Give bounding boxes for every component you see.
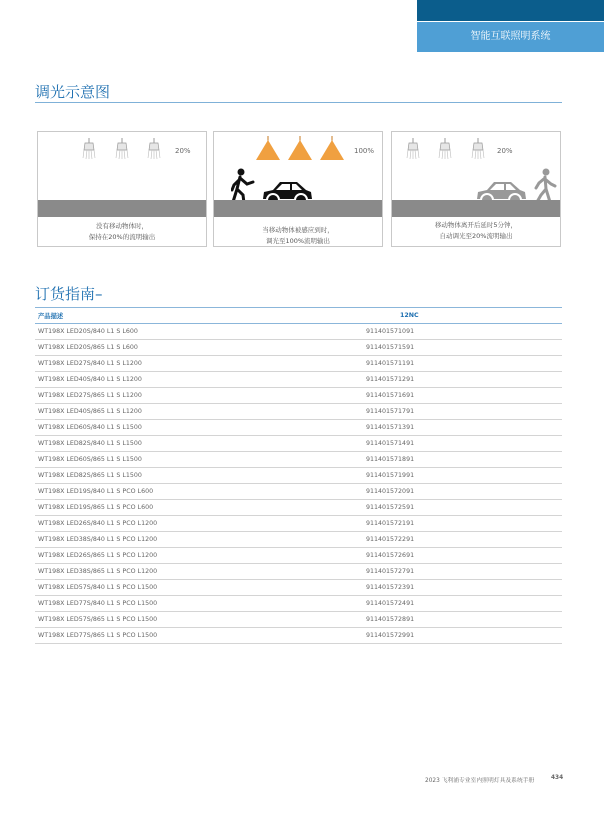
product-12nc-cell: 911401571091 xyxy=(366,324,562,340)
product-description-cell: WT198X LED82S/865 L1 S L1500 xyxy=(35,468,366,484)
dimming-percent: 20% xyxy=(497,147,513,155)
panel-caption xyxy=(214,225,382,247)
caption-line: 调光至100%流明输出 xyxy=(265,237,331,245)
table-header-row xyxy=(35,308,562,324)
product-12nc-cell: 911401572591 xyxy=(366,500,562,516)
product-description-cell: WT198X LED57S/840 L1 S PCO L1500 xyxy=(35,580,366,596)
product-12nc-cell: 911401571391 xyxy=(366,420,562,436)
product-12nc-cell: 911401571891 xyxy=(366,452,562,468)
page-number: 434 xyxy=(551,775,564,781)
table-row xyxy=(35,372,562,388)
product-12nc-cell: 911401572791 xyxy=(366,564,562,580)
product-description-cell: WT198X LED27S/840 L1 S L1200 xyxy=(35,356,366,372)
product-description-cell: WT198X LED38S/840 L1 S PCO L1200 xyxy=(35,532,366,548)
product-12nc-cell: 911401572191 xyxy=(366,516,562,532)
product-description-cell: WT198X LED60S/840 L1 S L1500 xyxy=(35,420,366,436)
product-12nc-cell: 911401572991 xyxy=(366,628,562,644)
dimming-panel-active xyxy=(213,131,383,247)
product-description-cell: WT198X LED19S/865 L1 S PCO L600 xyxy=(35,500,366,516)
product-description-cell: WT198X LED19S/840 L1 S PCO L600 xyxy=(35,484,366,500)
product-12nc-cell: 911401571791 xyxy=(366,404,562,420)
person-walking-icon xyxy=(533,168,559,204)
product-description-cell: WT198X LED20S/865 L1 S L600 xyxy=(35,340,366,356)
product-description-cell: WT198X LED60S/865 L1 S L1500 xyxy=(35,452,366,468)
product-description-cell: WT198X LED82S/840 L1 S L1500 xyxy=(35,436,366,452)
product-12nc-cell: 911401572891 xyxy=(366,612,562,628)
lamp-icon xyxy=(318,136,346,160)
table-row xyxy=(35,516,562,532)
road xyxy=(214,200,382,217)
table-row xyxy=(35,324,562,340)
dimming-percent: 20% xyxy=(175,147,191,155)
product-12nc-cell: 911401572291 xyxy=(366,532,562,548)
table-row xyxy=(35,548,562,564)
table-row xyxy=(35,612,562,628)
table-row xyxy=(35,436,562,452)
ordering-table xyxy=(35,308,562,644)
dimming-title: 调光示意图 xyxy=(35,83,111,101)
lamp-icon xyxy=(438,138,452,160)
product-description-cell: WT198X LED26S/840 L1 S PCO L1200 xyxy=(35,516,366,532)
product-12nc-cell: 911401572091 xyxy=(366,484,562,500)
product-description-cell: WT198X LED26S/865 L1 S PCO L1200 xyxy=(35,548,366,564)
table-row xyxy=(35,596,562,612)
table-row xyxy=(35,420,562,436)
product-12nc-cell: 911401571191 xyxy=(366,356,562,372)
product-description-cell: WT198X LED40S/840 L1 S L1200 xyxy=(35,372,366,388)
product-12nc-cell: 911401572691 xyxy=(366,548,562,564)
dimming-panel-idle xyxy=(37,131,207,247)
product-description-cell: WT198X LED77S/840 L1 S PCO L1500 xyxy=(35,596,366,612)
product-description-cell: WT198X LED20S/840 L1 S L600 xyxy=(35,324,366,340)
lamp-icon xyxy=(471,138,485,160)
product-12nc-cell: 911401571491 xyxy=(366,436,562,452)
product-description-cell: WT198X LED38S/865 L1 S PCO L1200 xyxy=(35,564,366,580)
table-row xyxy=(35,500,562,516)
table-row xyxy=(35,564,562,580)
lamp-icon xyxy=(406,138,420,160)
product-description-cell: WT198X LED77S/865 L1 S PCO L1500 xyxy=(35,628,366,644)
section-category: 智能互联照明系统 xyxy=(417,22,604,52)
lamp-icon xyxy=(254,136,282,160)
column-header-description: 产品描述 xyxy=(35,308,366,324)
product-12nc-cell: 911401571591 xyxy=(366,340,562,356)
table-row xyxy=(35,532,562,548)
panel-caption xyxy=(392,220,560,242)
table-row xyxy=(35,404,562,420)
table-row xyxy=(35,468,562,484)
product-description-cell: WT198X LED40S/865 L1 S L1200 xyxy=(35,404,366,420)
road xyxy=(38,200,206,217)
header-strip xyxy=(417,0,604,21)
product-12nc-cell: 911401572391 xyxy=(366,580,562,596)
footer-publication: 2023 飞利浦专业室内照明灯具及系统手册 xyxy=(425,778,535,784)
product-12nc-cell: 911401571691 xyxy=(366,388,562,404)
panel-caption xyxy=(38,221,206,243)
table-row xyxy=(35,580,562,596)
ordering-title: 订货指南– xyxy=(35,285,103,303)
road xyxy=(392,200,560,217)
dimming-percent: 100% xyxy=(354,147,375,155)
dimming-rule xyxy=(35,102,562,103)
product-12nc-cell: 911401571991 xyxy=(366,468,562,484)
lamp-icon xyxy=(286,136,314,160)
table-row xyxy=(35,452,562,468)
caption-line: 移动物体离开后延时5分钟， xyxy=(434,221,518,229)
lamp-icon xyxy=(115,138,129,160)
table-row xyxy=(35,340,562,356)
caption-line: 当移动物体被感应到时， xyxy=(262,226,334,234)
table-row xyxy=(35,484,562,500)
product-12nc-cell: 911401571291 xyxy=(366,372,562,388)
table-row xyxy=(35,356,562,372)
lamp-icon xyxy=(82,138,96,160)
dimming-panel-after xyxy=(391,131,561,247)
person-walking-icon xyxy=(231,168,257,204)
caption-line: 自动调光至20%流明输出 xyxy=(439,232,513,240)
product-12nc-cell: 911401572491 xyxy=(366,596,562,612)
column-header-12nc: 12NC xyxy=(366,308,562,324)
table-row xyxy=(35,628,562,644)
caption-line: 保持在20%的流明输出 xyxy=(88,233,156,241)
lamp-icon xyxy=(147,138,161,160)
caption-line: 没有移动物体时， xyxy=(96,222,148,230)
table-row xyxy=(35,388,562,404)
product-description-cell: WT198X LED57S/865 L1 S PCO L1500 xyxy=(35,612,366,628)
product-description-cell: WT198X LED27S/865 L1 S L1200 xyxy=(35,388,366,404)
